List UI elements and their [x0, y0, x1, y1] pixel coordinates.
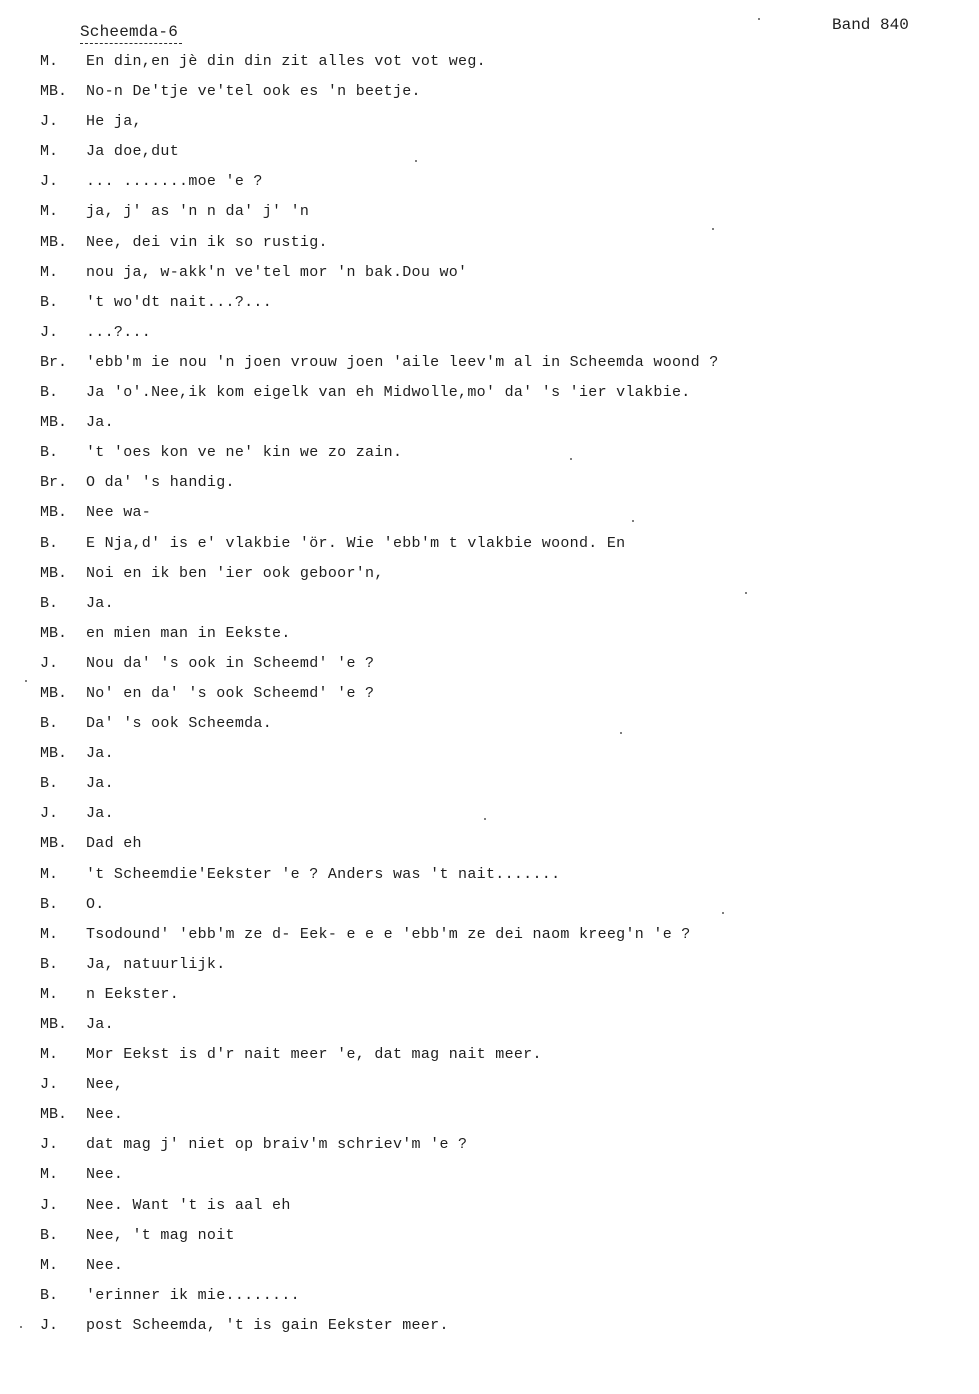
scan-speck — [415, 160, 417, 162]
transcript-line — [0, 772, 979, 802]
utterance: O. — [86, 895, 105, 913]
utterance: post Scheemda, 't is gain Eekster meer. — [86, 1316, 449, 1334]
utterance: O da' 's handig. — [86, 474, 235, 492]
transcript-line — [0, 1043, 979, 1073]
utterance: Ja. — [86, 594, 114, 612]
speaker: M. — [40, 143, 59, 161]
transcript-line — [0, 1254, 979, 1284]
transcript-line — [0, 1073, 979, 1103]
band-number: Band 840 — [832, 16, 909, 34]
speaker: M. — [40, 865, 59, 883]
scan-speck — [712, 228, 714, 230]
utterance: 'erinner ik mie........ — [86, 1286, 300, 1304]
speaker: B. — [40, 715, 59, 733]
transcript-line — [0, 140, 979, 170]
transcript-line — [0, 1133, 979, 1163]
speaker: J. — [40, 1196, 59, 1214]
speaker: MB. — [40, 504, 68, 522]
transcript-line — [0, 1013, 979, 1043]
transcript-line — [0, 1163, 979, 1193]
scan-speck — [745, 592, 747, 594]
speaker: J. — [40, 113, 59, 131]
utterance: ...?... — [86, 323, 152, 341]
speaker: MB. — [40, 1106, 68, 1124]
speaker: B. — [40, 895, 59, 913]
utterance: en mien man in Eekste. — [86, 624, 291, 642]
scan-speck — [722, 912, 724, 914]
transcript-line — [0, 712, 979, 742]
transcript-line — [0, 50, 979, 80]
speaker: J. — [40, 654, 59, 672]
transcript-line — [0, 351, 979, 381]
utterance: Ja. — [86, 414, 114, 432]
utterance: Ja. — [86, 775, 114, 793]
transcript-line — [0, 1194, 979, 1224]
page-header — [0, 0, 979, 50]
speaker: M. — [40, 1166, 59, 1184]
utterance: dat mag j' niet op braiv'm schriev'm 'e ? — [86, 1136, 468, 1154]
scan-speck — [20, 1326, 22, 1328]
utterance: Ja, natuurlijk. — [86, 955, 226, 973]
utterance: He ja, — [86, 113, 142, 131]
transcript-line — [0, 261, 979, 291]
speaker: M. — [40, 263, 59, 281]
utterance: 't 'oes kon ve ne' kin we zo zain. — [86, 444, 403, 462]
speaker: B. — [40, 955, 59, 973]
transcript-line — [0, 863, 979, 893]
transcript-line — [0, 471, 979, 501]
speaker: MB. — [40, 1016, 68, 1033]
speaker: M. — [40, 53, 59, 70]
utterance: Nee, dei vin ik so rustig. — [86, 233, 328, 251]
transcript-line — [0, 381, 979, 411]
speaker: MB. — [40, 745, 68, 763]
transcript-line — [0, 411, 979, 441]
speaker: B. — [40, 384, 59, 402]
speaker: MB. — [40, 624, 68, 642]
utterance: n Eekster. — [86, 985, 180, 1003]
transcript-line — [0, 682, 979, 712]
utterance: 'ebb'm ie nou 'n joen vrouw joen 'aile leev'm al in Scheemda woond ? — [86, 353, 719, 371]
transcript-line — [0, 592, 979, 622]
speaker: M. — [40, 925, 59, 943]
transcript-line — [0, 953, 979, 983]
transcript-line — [0, 742, 979, 772]
transcript-line — [0, 441, 979, 471]
speaker: MB. — [40, 835, 68, 853]
utterance: Noi en ik ben 'ier ook geboor'n, — [86, 564, 384, 582]
speaker: J. — [40, 805, 59, 823]
scan-speck — [620, 732, 622, 734]
transcript-line — [0, 1314, 979, 1344]
transcript-line — [0, 231, 979, 261]
speaker: Br. — [40, 474, 68, 492]
transcript-line — [0, 170, 979, 200]
transcript-line — [0, 1224, 979, 1254]
speaker: MB. — [40, 564, 68, 582]
speaker: M. — [40, 1046, 59, 1064]
utterance: Dad eh — [86, 835, 142, 853]
utterance: Ja doe,dut — [86, 143, 180, 161]
utterance: Nou da' 's ook in Scheemd' 'e ? — [86, 654, 375, 672]
utterance: Mor Eekst is d'r nait meer 'e, dat mag nait meer. — [86, 1046, 542, 1064]
transcript-line — [0, 832, 979, 862]
utterance: ja, j' as 'n n da' j' 'n — [86, 203, 310, 221]
utterance: Nee wa- — [86, 504, 152, 522]
speaker: MB. — [40, 684, 68, 702]
scan-speck — [758, 18, 760, 20]
utterance: Nee. — [86, 1166, 124, 1184]
transcript-line — [0, 893, 979, 923]
speaker: J. — [40, 1316, 59, 1334]
transcript-line — [0, 652, 979, 682]
speaker: M. — [40, 1256, 59, 1274]
utterance: Ja. — [86, 805, 114, 823]
transcript-line — [0, 1103, 979, 1133]
speaker: J. — [40, 323, 59, 341]
utterance: Nee. Want 't is aal eh — [86, 1196, 291, 1214]
scan-speck — [632, 520, 634, 522]
utterance: nou ja, w-akk'n ve'tel mor 'n bak.Dou wo' — [86, 263, 468, 281]
speaker: B. — [40, 775, 59, 793]
utterance: Tsodound' 'ebb'm ze d- Eek- e e e 'ebb'm ze dei naom kreeg'n 'e ? — [86, 925, 691, 943]
speaker: B. — [40, 1226, 59, 1244]
utterance: Nee. — [86, 1256, 124, 1274]
transcript-line — [0, 1284, 979, 1314]
utterance: Nee, 't mag noit — [86, 1226, 235, 1244]
transcript-line — [0, 291, 979, 321]
utterance: Ja. — [86, 745, 114, 763]
transcript-line — [0, 321, 979, 351]
document-title: Scheemda-6 — [80, 22, 182, 44]
speaker: MB. — [40, 414, 68, 432]
transcript-line — [0, 80, 979, 110]
scan-speck — [484, 818, 486, 820]
speaker: B. — [40, 1286, 59, 1304]
transcript-line — [0, 501, 979, 531]
transcript-line — [0, 200, 979, 230]
speaker: MB. — [40, 233, 68, 251]
speaker: B. — [40, 594, 59, 612]
utterance: Da' 's ook Scheemda. — [86, 715, 273, 733]
transcript-line — [0, 110, 979, 140]
transcript — [0, 50, 979, 1344]
speaker: J. — [40, 173, 59, 191]
utterance: 't Scheemdie'Eekster 'e ? Anders was 't nait....... — [86, 865, 561, 883]
utterance: 't wo'dt nait...?... — [86, 293, 273, 311]
transcript-line — [0, 532, 979, 562]
utterance: Nee. — [86, 1106, 124, 1124]
utterance: Nee, — [86, 1076, 124, 1094]
speaker: Br. — [40, 353, 68, 371]
speaker: MB. — [40, 83, 68, 101]
scan-speck — [25, 680, 27, 682]
utterance: En din,en jè din din zit alles vot vot weg. — [86, 53, 486, 70]
transcript-line — [0, 622, 979, 652]
speaker: B. — [40, 534, 59, 552]
speaker: J. — [40, 1076, 59, 1094]
utterance: E Nja,d' is e' vlakbie 'ör. Wie 'ebb'm t vlakbie woond. En — [86, 534, 626, 552]
speaker: B. — [40, 293, 59, 311]
speaker: J. — [40, 1136, 59, 1154]
transcript-line — [0, 983, 979, 1013]
utterance: Ja 'o'.Nee,ik kom eigelk van eh Midwolle,mo' da' 's 'ier vlakbie. — [86, 384, 691, 402]
transcript-line — [0, 923, 979, 953]
scan-speck — [570, 458, 572, 460]
utterance: No-n De'tje ve'tel ook es 'n beetje. — [86, 83, 421, 101]
utterance: ... .......moe 'e ? — [86, 173, 263, 191]
speaker: M. — [40, 203, 59, 221]
transcript-line — [0, 802, 979, 832]
speaker: B. — [40, 444, 59, 462]
transcript-line — [0, 562, 979, 592]
utterance: No' en da' 's ook Scheemd' 'e ? — [86, 684, 375, 702]
utterance: Ja. — [86, 1016, 114, 1033]
speaker: M. — [40, 985, 59, 1003]
